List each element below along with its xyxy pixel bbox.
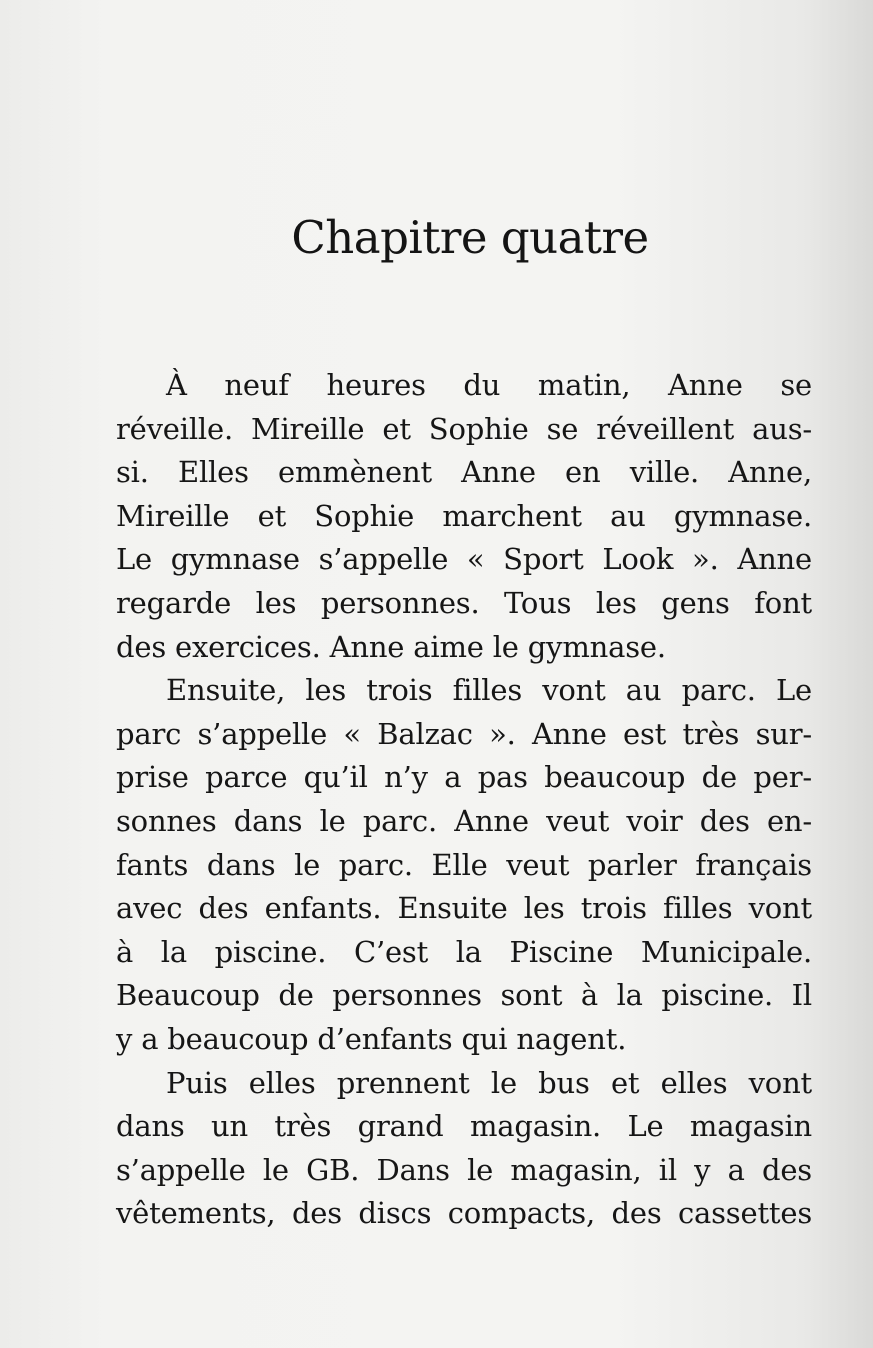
text-line: y a beaucoup d’enfants qui nagent.: [116, 1021, 627, 1056]
text-line: Mireille et Sophie marchent au gymnase.: [116, 498, 812, 533]
text-line: Puis elles prennent le bus et elles vont: [166, 1065, 812, 1100]
text-line: À neuf heures du matin, Anne se: [166, 368, 812, 402]
text-line: si. Elles emmènent Anne en ville. Anne,: [116, 455, 812, 490]
text-line: sonnes dans le parc. Anne veut voir des en-: [116, 803, 812, 838]
text-line: s’appelle le GB. Dans le magasin, il y a des: [116, 1152, 812, 1187]
chapter-body: [116, 364, 812, 1236]
text-line: fants dans le parc. Elle veut parler français: [116, 847, 812, 882]
text-line: parc s’appelle « Balzac ». Anne est très sur-: [116, 716, 812, 751]
text-line: avec des enfants. Ensuite les trois filles vont: [116, 891, 812, 926]
text-line: à la piscine. C’est la Piscine Municipale.: [116, 934, 812, 969]
text-line: vêtements, des discs compacts, des cassettes: [116, 1196, 812, 1231]
text-line: des exercices. Anne aime le gymnase.: [116, 629, 666, 664]
chapter-title: Chapitre quatre: [291, 211, 649, 264]
text-line: prise parce qu’il n’y a pas beaucoup de per-: [116, 760, 812, 795]
text-line: réveille. Mireille et Sophie se réveillent aus-: [116, 411, 812, 446]
text-line: Beaucoup de personnes sont à la piscine. Il: [116, 978, 812, 1013]
text-line: Ensuite, les trois filles vont au parc. Le: [166, 673, 812, 708]
text-line: Le gymnase s’appelle « Sport Look ». Anne: [116, 542, 812, 577]
text-line: regarde les personnes. Tous les gens font: [116, 585, 812, 620]
text-line: dans un très grand magasin. Le magasin: [116, 1109, 812, 1144]
